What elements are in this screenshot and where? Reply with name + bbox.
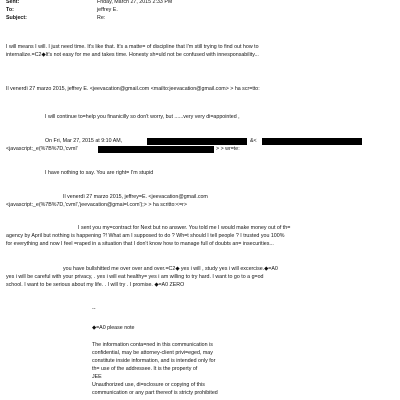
- quote-line: school. I want to be serious about my life. . I will try . I promise. ◆=A0 ZERO: [6, 282, 185, 288]
- quote-line: I will continue to=help you finanicilly so don't worry, but ......very very di=appointed ,: [45, 114, 240, 120]
- sent-label: Sent:: [6, 0, 20, 5]
- confidentiality-line: Unauthorized use, di=sclosure or copying of this: [92, 382, 205, 388]
- please-note-line: ◆=A0 please note: [92, 325, 135, 331]
- confidentiality-line: communication or any part thereof is stricty prohibited: [92, 390, 218, 396]
- confidentiality-line: confidential, may be attorney-client privi=eged, may: [92, 350, 213, 356]
- redaction-bar: [262, 138, 362, 145]
- body-line: I will means I will. I just need time. It's like that. It's a matte= of discipline that I'm still trying to find out how to: [6, 44, 259, 50]
- confidentiality-line: JEE: [92, 374, 102, 380]
- subject-value: Re:: [97, 15, 106, 21]
- quote-header: <javascript:_e(%7B%7D,'cvml': [6, 146, 78, 152]
- redaction-bar: [98, 146, 214, 153]
- subject-label: Subject:: [6, 15, 27, 21]
- quote-line: I sent you my=contract for Next but no answer. You told me I would make money out of th=: [78, 225, 291, 231]
- quote-line: yes i will be careful with your privacy, . yes i will eat healthy= yes i am willing to try hard. I want to go to a g=od: [6, 274, 264, 280]
- to-label: To:: [6, 7, 14, 13]
- confidentiality-line: The information conta=ned in this communication is: [92, 342, 213, 348]
- quote-line: agency by April but nothing is happening ?! What am I supposed to do ? Wh=t should I tell people ? I trusted you 100%: [6, 233, 285, 239]
- signature-dashes: --: [92, 306, 96, 312]
- quote-header: <javascript:_e(%7B%7D,'cvml','jeevacation@gmai=l.com');> > ha scritto:<=r>: [6, 202, 187, 208]
- quote-line: you have bullshitted me over over and over.=C2◆ yes i will , study yes i will excercise.◆=A0: [63, 266, 278, 272]
- quote-header: Il venerdì 27 marzo 2015, jeffrey=E. <jeevacation@gmail.com: [63, 194, 208, 200]
- to-value: jeffrey E.: [97, 7, 118, 13]
- redaction-bar: [147, 138, 247, 145]
- confidentiality-line: th= use of the addressee. It is the property of: [92, 366, 198, 372]
- quote-header: On Fri, Mar 27, 2015 at 9:10 AM,: [45, 138, 123, 144]
- quote-header: > > wr=te:: [216, 146, 240, 152]
- quote-header: Il venerdì 27 marzo 2015, jeffrey E. <jeevacation@gmail.com <mailto:jeevacation@gmail.com> > ha scr=tto:: [6, 86, 260, 92]
- confidentiality-line: constitute inside information, and is intended only for: [92, 358, 216, 364]
- body-line: internalize.=C2◆It's not easy for me and takes time. Honesty sh=uld not be confused with innesponsability...: [6, 52, 259, 58]
- sent-value: Friday, March 27, 2015 2:33 PM: [97, 0, 173, 5]
- quote-line: for everything and now I feel =raped in a situation that I don't know how to manage full of doubts an= insecurities...: [6, 241, 274, 247]
- quote-line: I have nothing to say. You are right= I'm stupid: [45, 170, 154, 176]
- quote-header: &<: [250, 138, 257, 144]
